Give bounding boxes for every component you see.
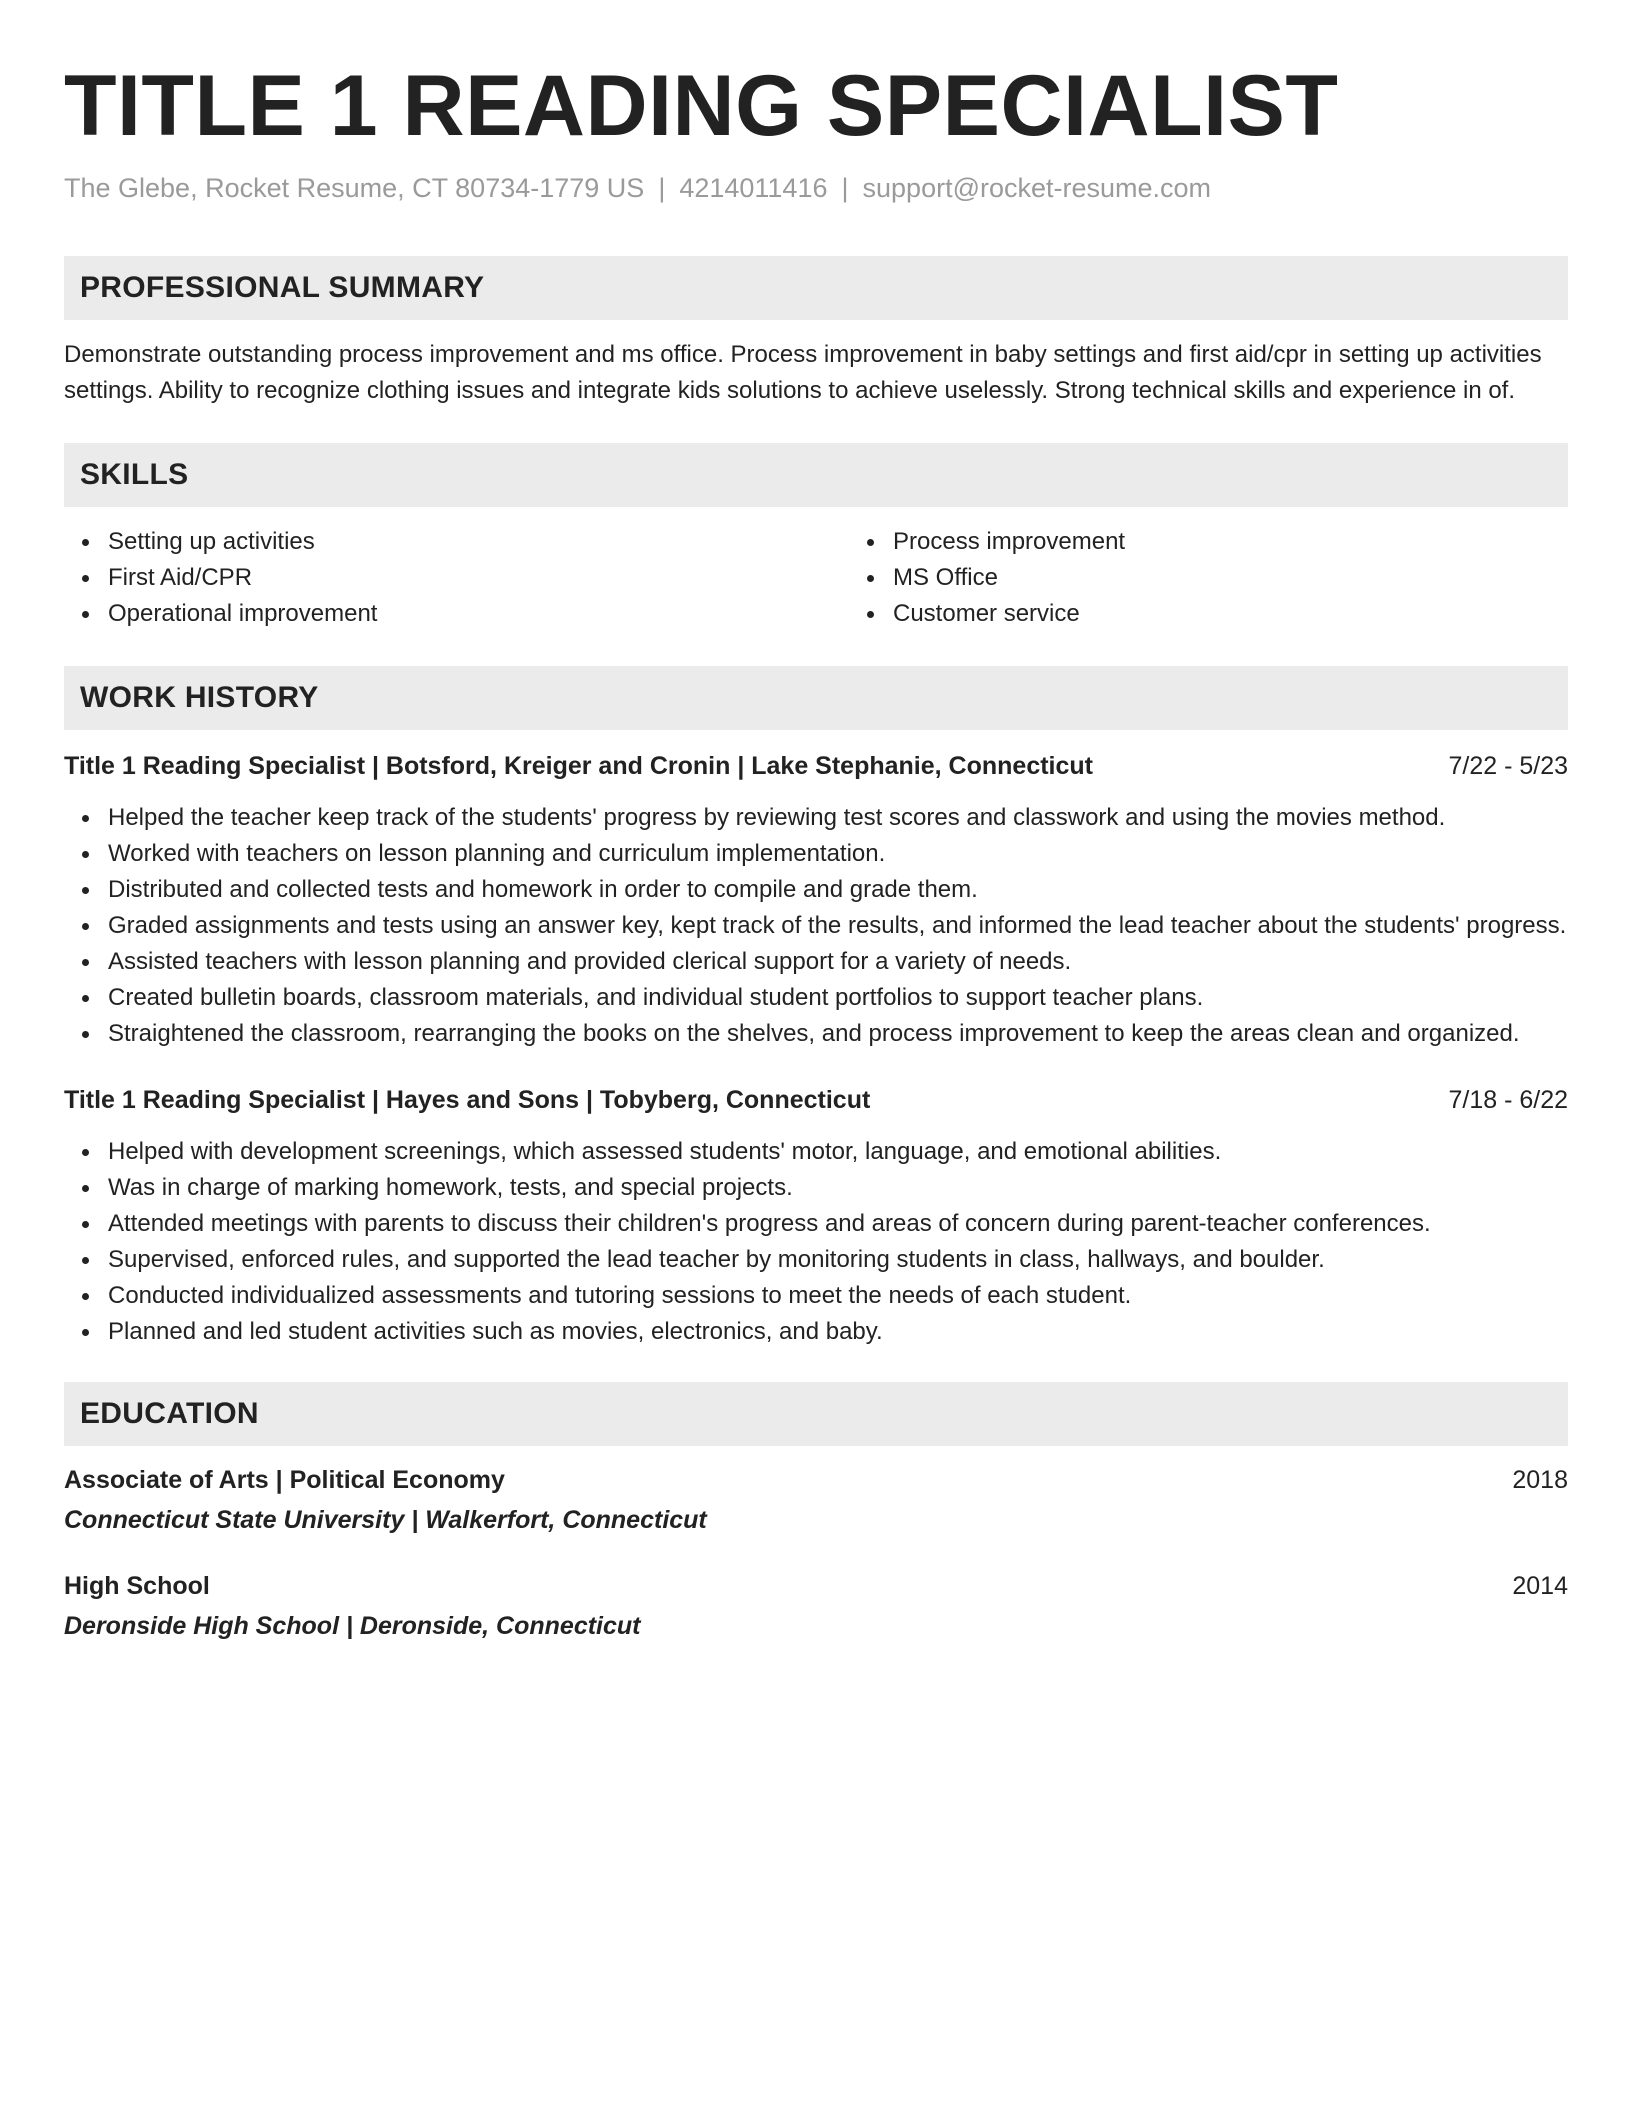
job-bullets [64, 1134, 1568, 1350]
summary-text: Demonstrate outstanding process improvement and ms office. Process improvement in baby settings and first aid/cpr in setting up activities settings. Ability to recognize clothing issues and integrate kids solutions to achieve uselessly. Strong technical skills and experience in of. [64, 341, 1542, 404]
job-bullet: Assisted teachers with lesson planning and provided clerical support for a variety of needs. [108, 944, 1568, 980]
education-year: 2014 [1512, 1572, 1568, 1600]
job-bullet: Conducted individualized assessments and tutoring sessions to meet the needs of each student. [108, 1278, 1568, 1314]
skills-list [64, 524, 1568, 632]
job-bullet: Worked with teachers on lesson planning and curriculum implementation. [108, 836, 1568, 872]
job-entry [64, 1082, 1568, 1350]
skills-column-left [64, 524, 849, 632]
job-bullet: Helped the teacher keep track of the students' progress by reviewing test scores and classwork and using the movies method. [108, 800, 1568, 836]
job-bullet: Supervised, enforced rules, and supported the lead teacher by monitoring students in class, hallways, and boulder. [108, 1242, 1568, 1278]
education-entry [64, 1462, 1568, 1538]
skill-item: First Aid/CPR [108, 560, 849, 596]
job-bullet: Was in charge of marking homework, tests, and special projects. [108, 1170, 1568, 1206]
education-entry [64, 1568, 1568, 1644]
job-bullet: Helped with development screenings, which assessed students' motor, language, and emotional abilities. [108, 1134, 1568, 1170]
job-bullets [64, 800, 1568, 1052]
skills-column-right [849, 524, 1632, 632]
education-header [64, 1568, 1568, 1604]
job-bullet: Created bulletin boards, classroom materials, and individual student portfolios to support teacher plans. [108, 980, 1568, 1016]
contact-phone: 4214011416 [679, 173, 828, 203]
skill-item: MS Office [893, 560, 1632, 596]
resume-title: TITLE 1 READING SPECIALIST [64, 58, 1339, 154]
section-header-skills: SKILLS [64, 443, 1568, 507]
education-year: 2018 [1512, 1466, 1568, 1494]
section-header-work-history: WORK HISTORY [64, 666, 1568, 730]
job-title: Title 1 Reading Specialist | Botsford, Kreiger and Cronin | Lake Stephanie, Connecticut [64, 752, 1093, 780]
skill-item: Operational improvement [108, 596, 849, 632]
skill-item: Setting up activities [108, 524, 849, 560]
education-school: Deronside High School | Deronside, Connecticut [64, 1612, 641, 1640]
job-bullet: Straightened the classroom, rearranging the books on the shelves, and process improvement to keep the areas clean and organized. [108, 1016, 1568, 1052]
job-bullet: Planned and led student activities such as movies, electronics, and baby. [108, 1314, 1568, 1350]
section-header-summary: PROFESSIONAL SUMMARY [64, 256, 1568, 320]
job-bullet: Attended meetings with parents to discuss their children's progress and areas of concern during parent-teacher conferences. [108, 1206, 1568, 1242]
contact-address: The Glebe, Rocket Resume, CT 80734-1779 US [64, 173, 645, 203]
job-header [64, 1082, 1568, 1118]
job-dates: 7/18 - 6/22 [1448, 1086, 1568, 1114]
contact-separator: | [841, 173, 849, 203]
skill-item: Process improvement [893, 524, 1632, 560]
job-dates: 7/22 - 5/23 [1448, 752, 1568, 780]
education-degree: Associate of Arts | Political Economy [64, 1466, 505, 1494]
job-header [64, 748, 1568, 784]
contact-line [64, 170, 1568, 206]
skill-item: Customer service [893, 596, 1632, 632]
job-bullet: Graded assignments and tests using an answer key, kept track of the results, and informed the lead teacher about the students' progress. [108, 908, 1568, 944]
contact-separator: | [658, 173, 666, 203]
section-header-education: EDUCATION [64, 1382, 1568, 1446]
contact-email: support@rocket-resume.com [862, 173, 1212, 203]
job-title: Title 1 Reading Specialist | Hayes and Sons | Tobyberg, Connecticut [64, 1086, 871, 1114]
education-header [64, 1462, 1568, 1498]
job-bullet: Distributed and collected tests and homework in order to compile and grade them. [108, 872, 1568, 908]
education-school: Connecticut State University | Walkerfort, Connecticut [64, 1506, 707, 1534]
education-degree: High School [64, 1572, 210, 1600]
job-entry [64, 748, 1568, 1052]
